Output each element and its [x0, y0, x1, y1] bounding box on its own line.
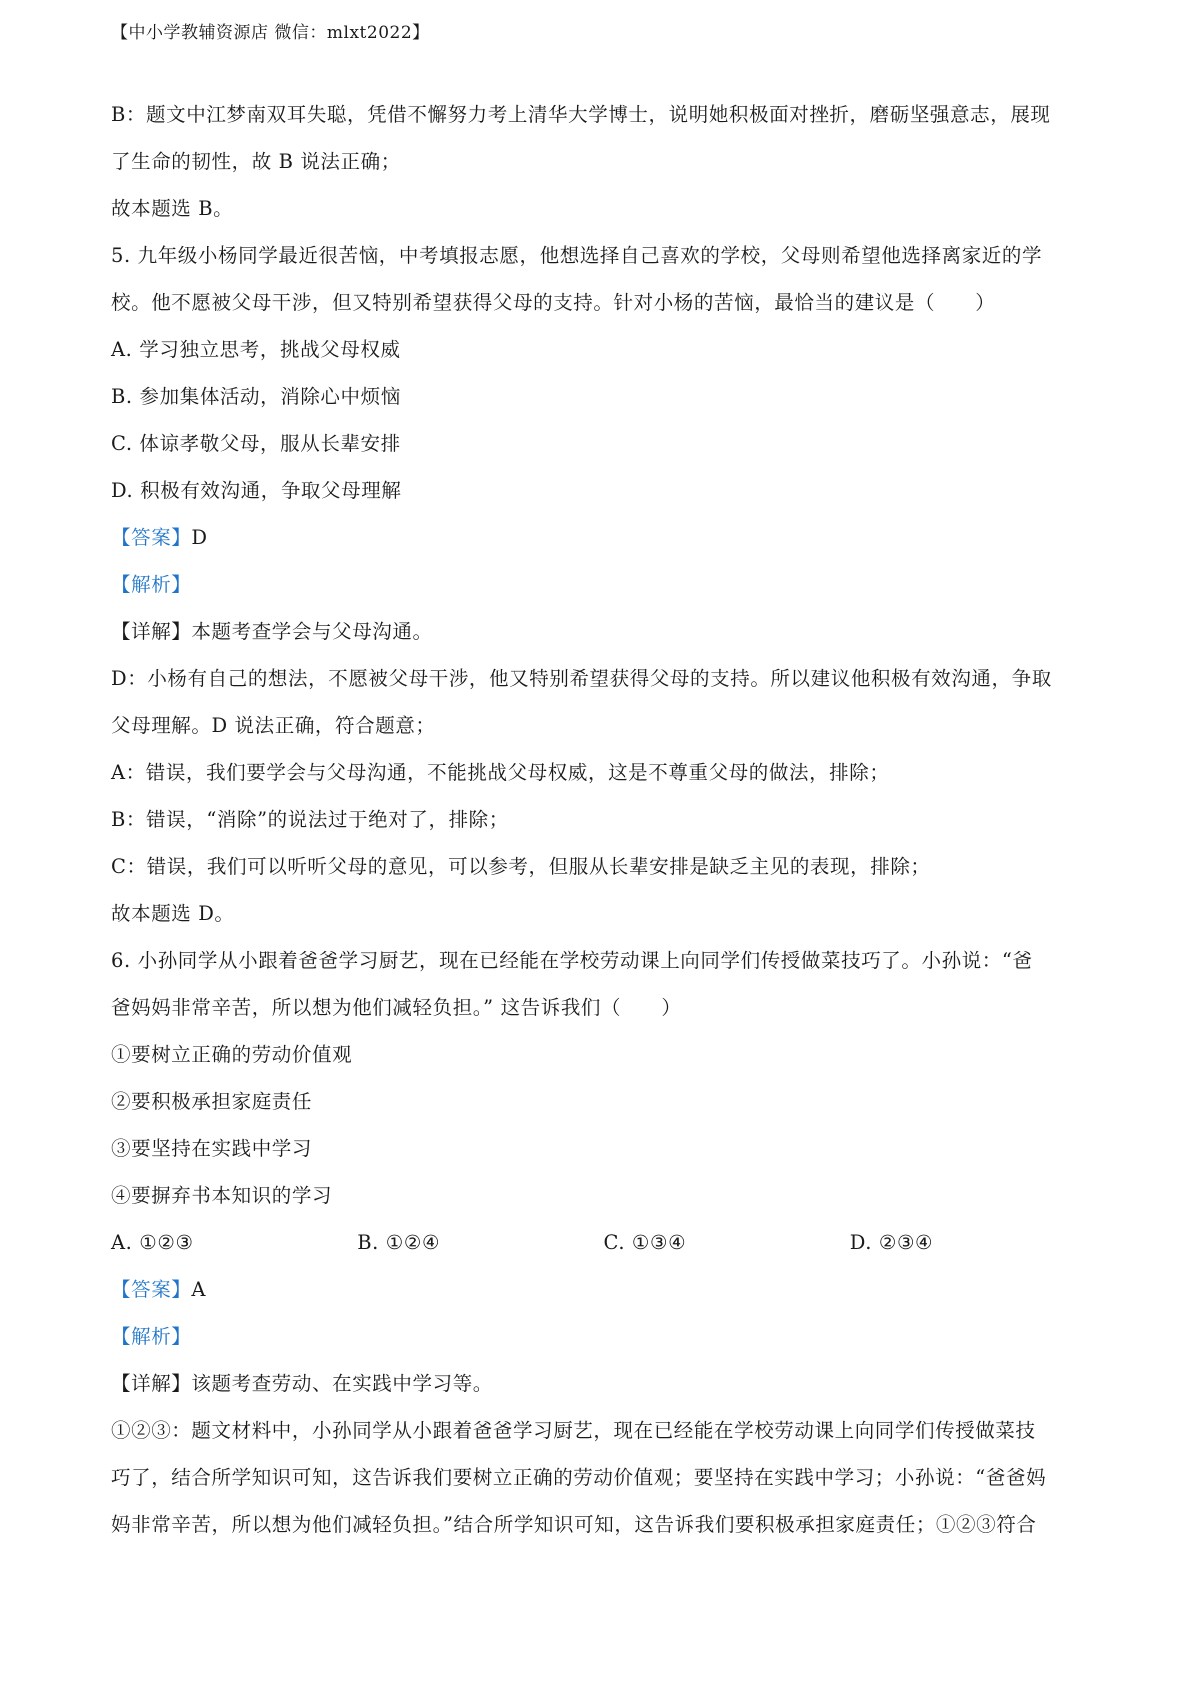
- q6-options: [111, 1226, 1096, 1273]
- q5-stem-line-1: 5. 九年级小杨同学最近很苦恼，中考填报志愿，他想选择自己喜欢的学校，父母则希望他选择离家近的学: [111, 244, 1043, 267]
- answer-label: 【答案】: [111, 1278, 192, 1301]
- q6-statement-3: ③要坚持在实践中学习: [111, 1137, 313, 1160]
- q5-conclusion: 故本题选 D。: [111, 902, 235, 925]
- q6-statement-4: ④要摒弃书本知识的学习: [111, 1184, 333, 1207]
- q5-c-explanation: C：错误，我们可以听听父母的意见，可以参考，但服从长辈安排是缺乏主见的表现，排除；: [111, 855, 931, 878]
- q6-explanation-line-1: ①②③：题文材料中，小孙同学从小跟着爸爸学习厨艺，现在已经能在学校劳动课上向同学们传授做菜技: [111, 1419, 1036, 1442]
- document-body: [111, 98, 1096, 1555]
- q6-option-d: D. ②③④: [849, 1231, 934, 1254]
- detail-text: 该题考查劳动、在实践中学习等。: [191, 1372, 493, 1395]
- detail-text: 本题考查学会与父母沟通。: [191, 620, 433, 643]
- q5-answer: [111, 521, 1096, 568]
- q6-option-c: C. ①③④: [603, 1231, 687, 1254]
- q6-option-b: B. ①②④: [357, 1231, 441, 1254]
- q5-analysis-label: 【解析】: [111, 573, 192, 596]
- q5-option-a: A. 学习独立思考，挑战父母权威: [111, 338, 401, 361]
- q5-option-b: B. 参加集体活动，消除心中烦恼: [111, 385, 401, 408]
- q6-detail: [111, 1367, 1096, 1414]
- watermark: 【中小学教辅资源店 微信：mlxt2022】: [111, 23, 430, 43]
- q5-a-explanation: A：错误，我们要学会与父母沟通，不能挑战父母权威，这是不尊重父母的做法，排除；: [111, 761, 890, 784]
- q5-b-explanation: B：错误，“消除”的说法过于绝对了，排除；: [111, 808, 509, 831]
- q6-stem-line-1: 6. 小孙同学从小跟着爸爸学习厨艺，现在已经能在学校劳动课上向同学们传授做菜技巧了。小孙说：“爸: [111, 949, 1033, 972]
- q6-statement-1: ①要树立正确的劳动价值观: [111, 1043, 353, 1066]
- q5-stem-line-2: 校。他不愿被父母干涉，但又特别希望获得父母的支持。针对小杨的苦恼，最恰当的建议是（ ）: [111, 291, 996, 314]
- q6-answer: [111, 1273, 1096, 1320]
- answer-label: 【答案】: [111, 526, 192, 549]
- q5-option-d: D. 积极有效沟通，争取父母理解: [111, 479, 402, 502]
- q6-explanation-line-3: 妈非常辛苦，所以想为他们减轻负担。”结合所学知识可知，这告诉我们要积极承担家庭责任；①②③符合: [111, 1513, 1037, 1536]
- answer-value: D: [191, 526, 208, 549]
- q4-b-explanation-line-1: B：题文中江梦南双耳失聪，凭借不懈努力考上清华大学博士，说明她积极面对挫折，磨砺坚强意志，展现: [111, 103, 1051, 126]
- detail-label: 【详解】: [111, 1372, 192, 1395]
- q5-d-explanation-line-1: D：小杨有自己的想法，不愿被父母干涉，他又特别希望获得父母的支持。所以建议他积极有效沟通，争取: [111, 667, 1052, 690]
- q6-stem-line-2: 爸妈妈非常辛苦，所以想为他们减轻负担。” 这告诉我们（ ）: [111, 996, 682, 1019]
- q6-explanation-line-2: 巧了，结合所学知识可知，这告诉我们要树立正确的劳动价值观；要坚持在实践中学习；小孙说：“爸爸妈: [111, 1466, 1047, 1489]
- q5-option-c: C. 体谅孝敬父母，服从长辈安排: [111, 432, 401, 455]
- q4-conclusion: 故本题选 B。: [111, 197, 234, 220]
- detail-label: 【详解】: [111, 620, 192, 643]
- q5-d-explanation-line-2: 父母理解。D 说法正确，符合题意；: [111, 714, 436, 737]
- q6-analysis-label: 【解析】: [111, 1325, 192, 1348]
- q4-b-explanation-line-2: 了生命的韧性，故 B 说法正确；: [111, 150, 401, 173]
- q6-option-a: A. ①②③: [111, 1231, 194, 1254]
- q5-detail: [111, 615, 1096, 662]
- q6-statement-2: ②要积极承担家庭责任: [111, 1090, 313, 1113]
- answer-value: A: [191, 1278, 207, 1301]
